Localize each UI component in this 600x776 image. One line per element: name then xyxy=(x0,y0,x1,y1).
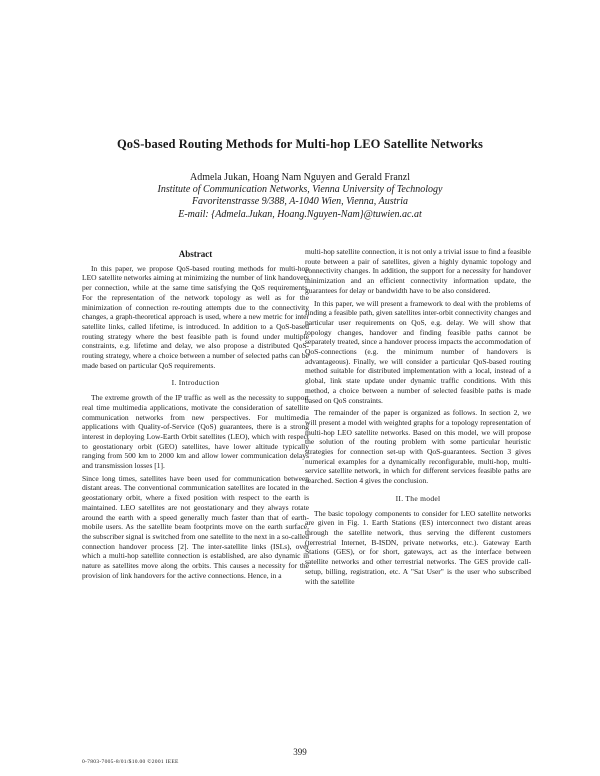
left-column xyxy=(82,247,309,584)
right-paragraph-1: multi-hop satellite connection, it is not only a trivial issue to find a feasible route between a pair of satellites, given a highly dynamic topology and connectivity changes. In addition, the support for a necessity for handover minimization and an efficient connectivity information update, the guarantees for delay or bandwidth have to be also considered. xyxy=(305,247,531,295)
abstract-text: In this paper, we propose QoS-based routing methods for multi-hop LEO satellite networks aiming at minimizing the number of link handovers per connection, while at the same time satisfying the QoS requirements. For the representation of the network topology as well as for the minimization of connection re-routing attempts due to the connectivity changes, a graph-theoretical approach is used, where a new metric for inter satellite links, called lifetime, is introduced. In addition to a QoS-based routing strategy where the best feasible path is found under multiple constraints, e.g. lifetime and delay, we also propose a distributed QoS-routing strategy, where a choice between a number of selected paths can be made based on particular QoS requirements. xyxy=(82,263,309,370)
right-paragraph-3: The remainder of the paper is organized as follows. In section 2, we will present a model with weighted graphs for a topology representation of multi-hop LEO satellite networks. Based on this model, we will propose the solution of the routing problem with some particular heuristic strategies for connection set-up with QoS-guarantees. Section 3 gives numerical examples for a dynamically reconfigurable, multi-hop, multi-service satellite network, in which for different services feasible paths are searched. Section 4 gives the conclusion. xyxy=(305,408,531,486)
intro-paragraph-2: Since long times, satellites have been used for communication between distant areas. The conventional communication satellites are located in the geostationary orbit, where a fixed position with respect to the earth is maintained. LEO satellites are not geostationary and they always rotate around the earth with a speed generally much faster than that of earth-mobile users. As the satellite beam footprints move on the earth surface, the subscriber signal is switched from one satellite to the next in a so-called connection handover process [2]. The inter-satellite links (ISLs), over which a multi-hop satellite connection is established, are also dynamic in nature as satellites move along the orbits. This causes a necessity for the provision of link handovers for the active connections. Hence, in a xyxy=(82,473,309,580)
abstract-heading: Abstract xyxy=(178,249,213,259)
page-number: 399 xyxy=(293,747,307,757)
right-paragraph-2: In this paper, we will present a framework to deal with the problems of finding a feasible path, given satellites inter-orbit connectivity changes and particular user requirements on QoS, e.g. delay. We will show that topology changes, handover and finding feasible paths cannot be separately treated, since a handover process impacts the accommodation of QoS-connections (e.g. the minimum number of handovers is advantageous). Finally, we will consider a particular QoS-based routing method suitable for distributed implementation with a local, instead of a global, link state update under dynamic traffic conditions. With this method, a choice between a number of selected feasible paths is made based on QoS constraints. xyxy=(305,298,531,405)
author-institute: Institute of Communication Networks, Vienna University of Technology xyxy=(157,184,443,196)
copyright-footer: 0-7803-7005-8/01/$10.00 ©2001 IEEE xyxy=(82,759,179,765)
author-names: Admela Jukan, Hoang Nam Nguyen and Gerald Franzl xyxy=(190,172,410,183)
section-heading-model: II. The model xyxy=(395,493,441,503)
author-block xyxy=(0,172,600,221)
section-heading-introduction: I. Introduction xyxy=(171,378,220,388)
right-column xyxy=(305,247,531,589)
paper-title: QoS-based Routing Methods for Multi-hop LEO Satellite Networks xyxy=(116,137,484,151)
model-paragraph-1: The basic topology components to consider for LEO satellite networks are given in Fig. 1. Earth Stations (ES) interconnect two distant areas through the satellite network, thus serving the different customers (terrestrial Internet, B-ISDN, private networks, etc.). Gateway Earth Stations (GES), or for short, gateways, act as the interface between satellite networks and other terrestrial networks. The GES provide call-setup, billing, registration, etc. A "Sat User" is the user who subscribed with the satellite xyxy=(305,508,531,586)
author-email: E-mail: {Admela.Jukan, Hoang.Nguyen-Nam}@tuwien.ac.at xyxy=(178,208,422,220)
intro-paragraph-1: The extreme growth of the IP traffic as well as the necessity to support real time multimedia applications, motivate the consideration of satellite communication networks from new perspectives. For multimedia applications with Quality-of-Service (QoS) guarantees, there is a strong interest in deploying Low-Earth Orbit satellites (LEO), which with respect to geostationary orbit (GEO) satellites, have lower altitude typically ranging from 500 km to 2000 km and allow lower communication delays and transmission losses [1]. xyxy=(82,393,309,471)
author-address: Favoritenstrasse 9/388, A-1040 Wien, Vienna, Austria xyxy=(191,196,409,208)
